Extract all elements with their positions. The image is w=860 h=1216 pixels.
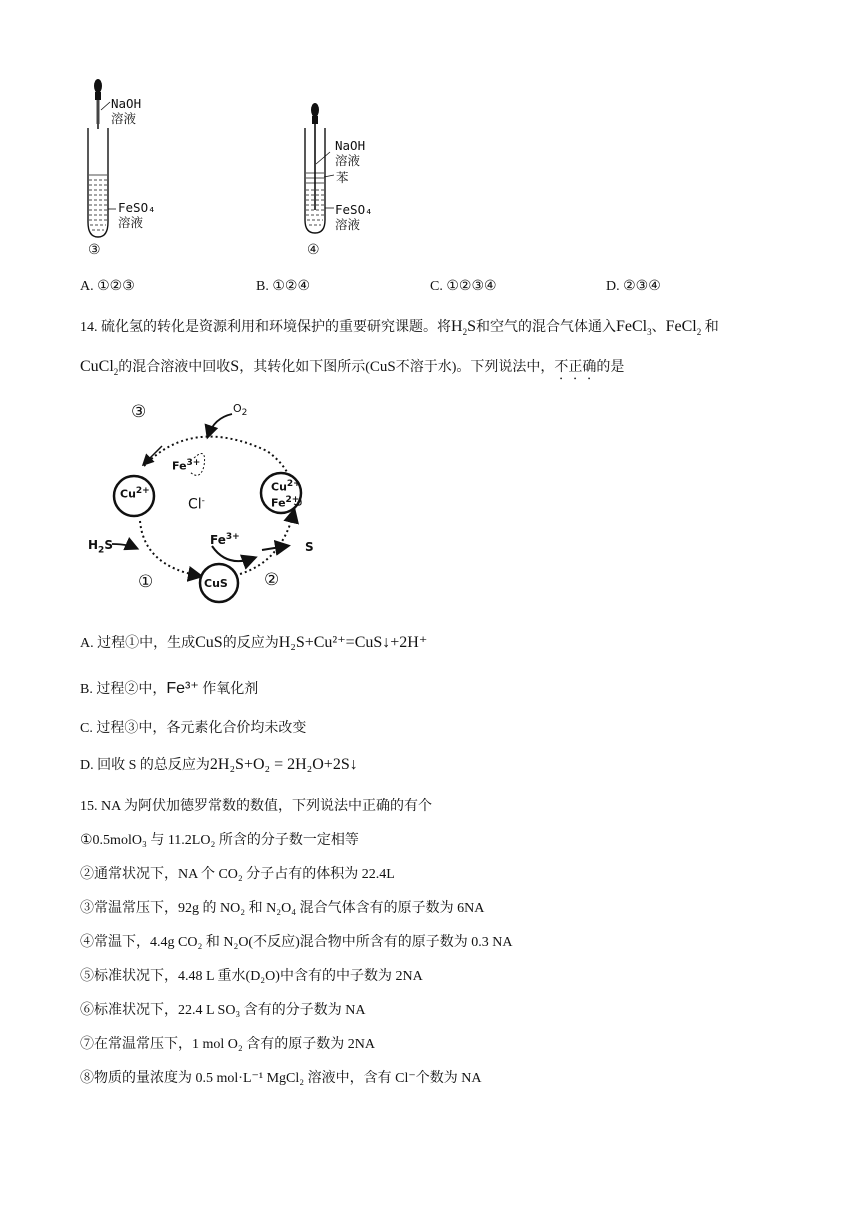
tube-3-number: ③ — [88, 243, 101, 258]
cycle-path-step1 — [140, 521, 200, 576]
q13-option-d[interactable]: D. ②③④ — [606, 279, 661, 294]
tube-3-bottom-label: FeSO₄ 溶液 — [118, 200, 156, 230]
q15-stem: 15. NA 为阿伏加德罗常数的数值，下列说法中正确的有个 — [80, 799, 432, 814]
diagram-fe3-top-label: $Fe^{3+}$ — [172, 458, 201, 473]
q15-item-1: ①0.5molO₃ 与 11.2LO₂ 所含的分子数一定相等 — [80, 833, 359, 848]
q15-item-4: ④常温下，4.4g CO₂ 和 N₂O(不反应)混合物中所含有的原子数为 0.3 NA — [80, 935, 513, 950]
q14-stem-line-2: CuCl$_2$的混合溶液中回收S，其转化如下图所示(CuS不溶于水)。下列说法中，不正确的是 — [80, 358, 625, 377]
tube-4-number: ④ — [307, 243, 320, 258]
s-arrow — [262, 546, 287, 550]
o2-arrow — [208, 414, 232, 436]
diagram-cl-label: Cl- — [188, 496, 205, 513]
q15-item-5: ⑤标准状况下，4.48 L 重水(D₂O)中含有的中子数为 2NA — [80, 969, 423, 984]
q15-item-6: ⑥标准状况下，22.4 L SO₃ 含有的分子数为 NA — [80, 1003, 366, 1018]
diagram-step2-label: ② — [264, 570, 280, 589]
cycle-path-step2 — [240, 511, 294, 574]
fe3-arrow — [212, 546, 254, 561]
diagram-cu2-left-label: $Cu^{2+}$ — [120, 486, 150, 501]
tube-4-top-label: NaOH 溶液 — [335, 138, 366, 168]
q13-option-a[interactable]: A. ①②③ — [80, 279, 135, 294]
q14-stem-line-1: 14. 硫化氢的转化是资源利用和环境保护的重要研究课题。将$H_2S$和空气的混合气体通入FeCl$_3$、FeCl$_2$ 和 — [80, 318, 719, 337]
dropper-bulb-icon — [311, 103, 319, 117]
diagram-fe3-mid-label: $Fe^{3+}$ — [210, 532, 240, 547]
q15-item-7: ⑦在常温常压下，1 mol O₂ 含有的原子数为 2NA — [80, 1037, 375, 1052]
q15-item-8: ⑧物质的量浓度为 0.5 mol·L⁻¹ MgCl₂ 溶液中，含有 Cl⁻个数为 NA — [80, 1071, 482, 1086]
diagram-cus-label: CuS — [204, 577, 228, 590]
diagram-step3-label: ③ — [131, 402, 147, 421]
h2s-arrow — [112, 544, 136, 548]
diagram-s-label: S — [305, 540, 314, 554]
diagram-o2-label: $O_2$ — [233, 402, 248, 419]
q15-item-3: ③常温常压下，92g 的 NO₂ 和 N₂O₄ 混合气体含有的原子数为 6NA — [80, 901, 485, 916]
tube-4-layer-label: 苯 — [336, 170, 349, 185]
q14-option-d[interactable]: D. 回收 S 的总反应为2H₂S+O₂ = 2H₂O+2S↓ — [80, 756, 358, 773]
q14-option-b[interactable]: B. 过程②中，Fe³⁺ 作氧化剂 — [80, 680, 259, 697]
tube-4-bottom-label: FeSO₄ 溶液 — [335, 202, 373, 232]
diagram-h2s-label: $H_2S$ — [88, 538, 113, 556]
q14-option-a[interactable]: A. 过程①中，生成CuS的反应为H₂S+Cu²⁺=CuS↓+2H⁺ — [80, 634, 428, 651]
diagram-cu2-fe2-right-label: $Cu^{2+}$ $Fe^{2+}$ — [271, 479, 301, 510]
q13-option-c[interactable]: C. ①②③④ — [430, 279, 497, 294]
diagram-step1-label: ① — [138, 572, 154, 591]
q13-option-b[interactable]: B. ①②④ — [256, 279, 310, 294]
tube-3-top-label: NaOH 溶液 — [111, 96, 142, 126]
q14-option-c[interactable]: C. 过程③中，各元素化合价均未改变 — [80, 721, 307, 736]
q15-item-2: ②通常状况下，NA 个 CO₂ 分子占有的体积为 22.4L — [80, 867, 395, 882]
dropper-bulb-icon — [94, 79, 102, 93]
